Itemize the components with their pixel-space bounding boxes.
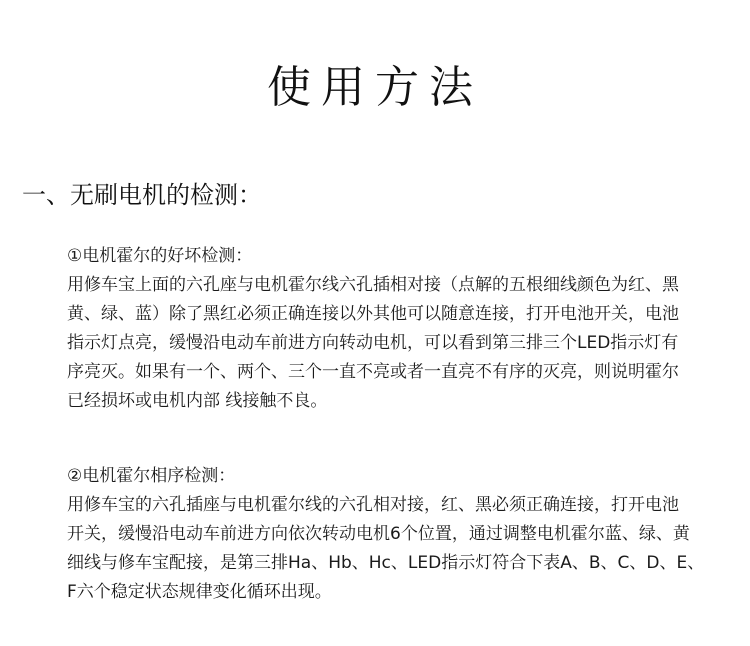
section-heading: 一、无刷电机的检测：	[22, 181, 262, 209]
paragraph-line: 已经损坏或电机内部 线接触不良。	[67, 391, 328, 411]
subsection-heading: ①电机霍尔的好坏检测：	[67, 246, 253, 266]
paragraph-line: 用修车宝的六孔插座与电机霍尔线的六孔相对接，红、黑必须正确连接，打开电池	[67, 495, 679, 515]
paragraph	[67, 271, 732, 416]
paragraph-line: 指示灯点亮，缓慢沿电动车前进方向转动电机，可以看到第三排三个LED指示灯有	[67, 333, 679, 353]
paragraph	[67, 491, 732, 607]
paragraph-line: 黄、绿、蓝）除了黑红必须正确连接以外其他可以随意连接，打开电池开关，电池	[67, 304, 679, 324]
paragraph-line: 序亮灭。如果有一个、两个、三个一直不亮或者一直亮不有序的灭亮，则说明霍尔	[67, 362, 679, 382]
subsection-heading: ②电机霍尔相序检测：	[67, 466, 236, 486]
page-title: 使用方法	[267, 62, 483, 113]
paragraph-line: 用修车宝上面的六孔座与电机霍尔线六孔插相对接（点解的五根细线颜色为红、黑	[67, 275, 679, 295]
subsection-phase-check	[67, 462, 732, 607]
subsection-hall-check	[67, 242, 732, 416]
paragraph-line: 细线与修车宝配接，是第三排Ha、Hb、Hc、LED指示灯符合下表A、B、C、D、E、	[67, 553, 705, 573]
paragraph-line: 开关，缓慢沿电动车前进方向依次转动电机6个位置，通过调整电机霍尔蓝、绿、黄	[67, 524, 690, 544]
paragraph-line: F六个稳定状态规律变化循环出现。	[67, 582, 332, 602]
